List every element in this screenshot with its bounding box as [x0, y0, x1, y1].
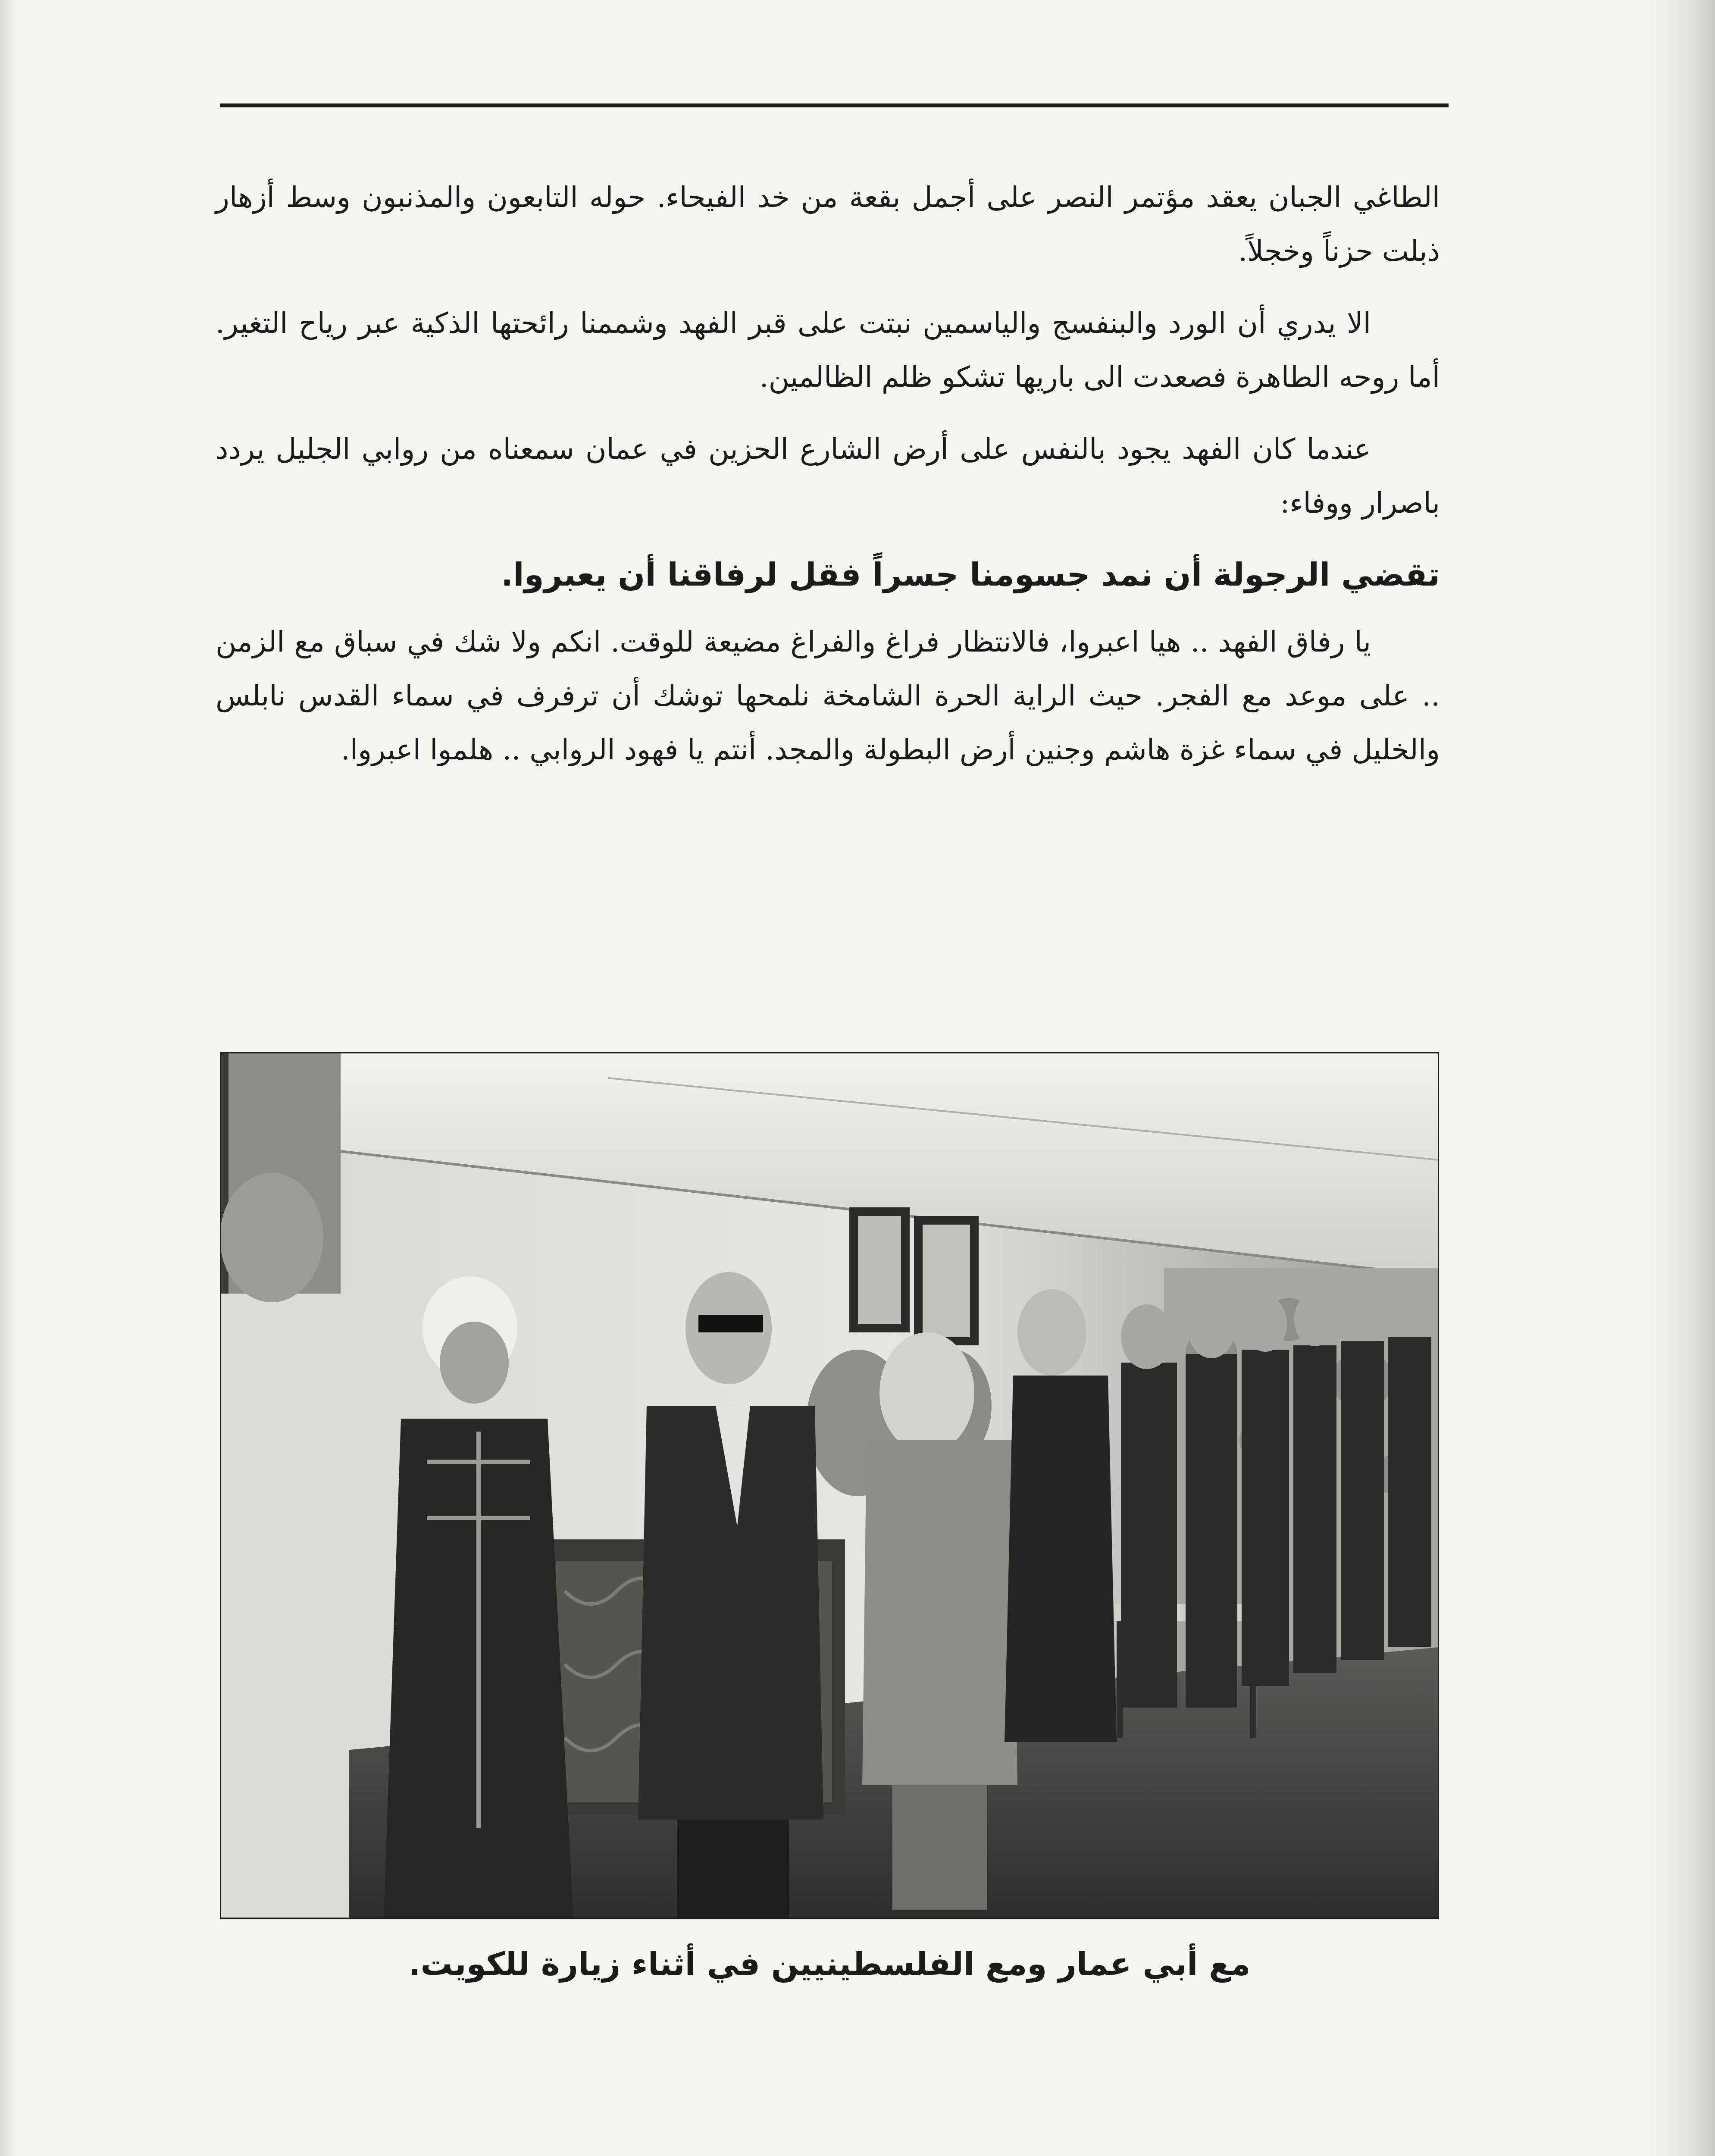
paragraph-2: الا يدري أن الورد والبنفسج والياسمين نبتت على قبر الفهد وشممنا رائحتها الذكية عبر رياح التغير. أما روحه الطاهرة فصعدت الى باريها تشكو ظلم الظالمين. [216, 307, 1440, 394]
body-text [216, 170, 1440, 795]
scan-shadow-left [0, 0, 17, 2156]
paragraph-1: الطاغي الجبان يعقد مؤتمر النصر على أجمل بقعة من خد الفيحاء. حوله التابعون والمذنبون وسط أزهار ذبلت حزناً وخجلاً. [216, 181, 1440, 268]
header-rule [220, 103, 1449, 107]
paragraph-3: عندما كان الفهد يجود بالنفس على أرض الشارع الحزين في عمان سمعناه من روابي الجليل يردد باصرار ووفاء: [216, 432, 1440, 520]
photograph-image [220, 1052, 1439, 1919]
scan-shadow-right [1646, 0, 1715, 2156]
quote-line: تقضي الرجولة أن نمد جسومنا جسراً فقل لرفاقنا أن يعبروا. [501, 556, 1440, 593]
paragraph-4: يا رفاق الفهد .. هيا اعبروا، فالانتظار فراغ والفراغ مضيعة للوقت. انكم ولا شك في سباق مع الزمن .. على موعد مع الفجر. حيث الراية الحرة الشامخة نلمحها توشك أن ترفرف في سماء القدس نابلس والخليل في سماء غزة هاشم وجنين أرض البطولة والمجد. أنتم يا فهود الروابي .. هلموا اعبروا. [216, 625, 1440, 766]
photo-caption: مع أبي عمار ومع الفلسطينيين في أثناء زيارة للكويت. [408, 1946, 1251, 1983]
photo-illustration [220, 1052, 1439, 1919]
